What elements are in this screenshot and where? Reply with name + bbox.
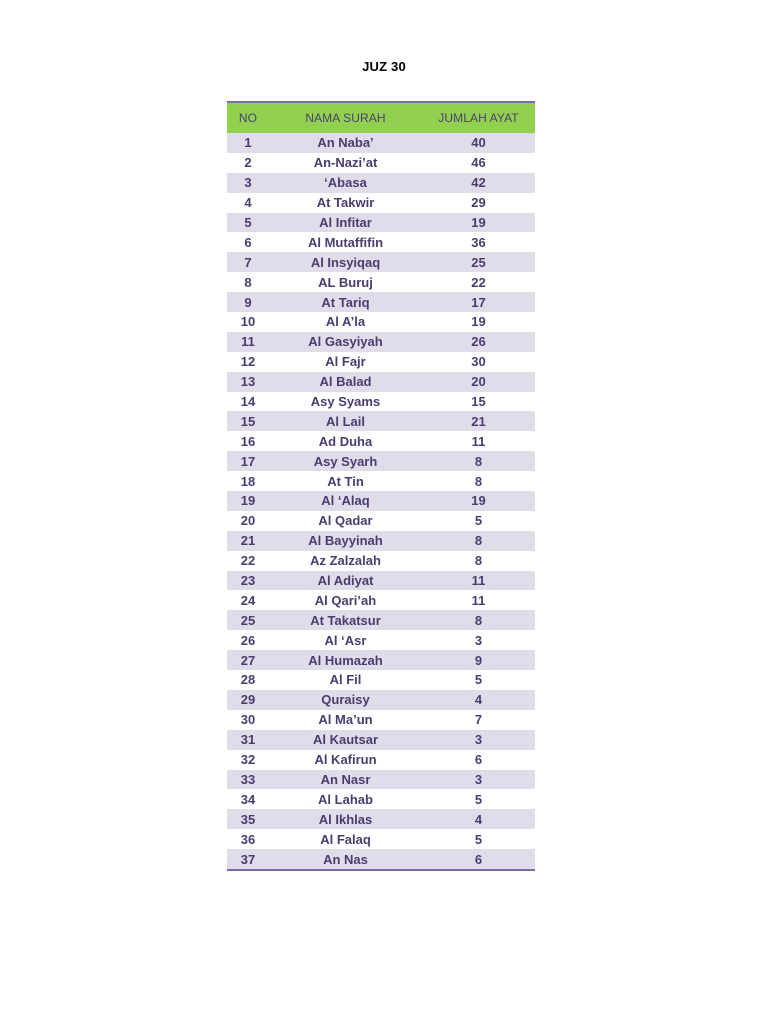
cell-surah-name: Al Bayyinah <box>269 531 422 551</box>
cell-no: 30 <box>227 710 269 730</box>
cell-verse-count: 8 <box>422 551 535 571</box>
cell-no: 23 <box>227 571 269 591</box>
cell-no: 9 <box>227 292 269 312</box>
cell-surah-name: Al Fajr <box>269 352 422 372</box>
table-row <box>227 451 535 471</box>
cell-no: 6 <box>227 232 269 252</box>
cell-no: 26 <box>227 630 269 650</box>
table-row <box>227 153 535 173</box>
cell-verse-count: 19 <box>422 491 535 511</box>
cell-no: 12 <box>227 352 269 372</box>
cell-no: 33 <box>227 770 269 790</box>
cell-verse-count: 30 <box>422 352 535 372</box>
cell-surah-name: Al Ma’un <box>269 710 422 730</box>
cell-surah-name: Asy Syarh <box>269 451 422 471</box>
table-row <box>227 431 535 451</box>
cell-surah-name: An Nasr <box>269 770 422 790</box>
cell-no: 25 <box>227 610 269 630</box>
cell-no: 27 <box>227 650 269 670</box>
cell-surah-name: Al Adiyat <box>269 571 422 591</box>
cell-verse-count: 6 <box>422 750 535 770</box>
cell-surah-name: An-Nazi’at <box>269 153 422 173</box>
cell-surah-name: Al Fil <box>269 670 422 690</box>
cell-surah-name: At Tariq <box>269 292 422 312</box>
cell-no: 22 <box>227 551 269 571</box>
table-row <box>227 392 535 412</box>
cell-verse-count: 8 <box>422 531 535 551</box>
cell-surah-name: Al Qari’ah <box>269 590 422 610</box>
cell-no: 1 <box>227 133 269 153</box>
cell-surah-name: Al Insyiqaq <box>269 252 422 272</box>
table-row <box>227 849 535 870</box>
cell-surah-name: Al A’la <box>269 312 422 332</box>
cell-surah-name: Al Lahab <box>269 789 422 809</box>
cell-surah-name: Al Ikhlas <box>269 809 422 829</box>
surah-table <box>227 101 535 871</box>
cell-verse-count: 19 <box>422 213 535 233</box>
cell-surah-name: Ad Duha <box>269 431 422 451</box>
cell-verse-count: 5 <box>422 511 535 531</box>
column-header-surah-name: NAMA SURAH <box>269 102 422 133</box>
table-row <box>227 730 535 750</box>
cell-surah-name: Al Falaq <box>269 829 422 849</box>
cell-verse-count: 42 <box>422 173 535 193</box>
table-row <box>227 571 535 591</box>
cell-no: 21 <box>227 531 269 551</box>
cell-surah-name: Al Gasyiyah <box>269 332 422 352</box>
cell-no: 18 <box>227 471 269 491</box>
table-row <box>227 789 535 809</box>
cell-verse-count: 11 <box>422 571 535 591</box>
cell-no: 8 <box>227 272 269 292</box>
table-row <box>227 531 535 551</box>
cell-no: 35 <box>227 809 269 829</box>
cell-surah-name: An Nas <box>269 849 422 870</box>
cell-no: 36 <box>227 829 269 849</box>
cell-no: 7 <box>227 252 269 272</box>
cell-surah-name: Al Kafirun <box>269 750 422 770</box>
cell-no: 10 <box>227 312 269 332</box>
table-row <box>227 690 535 710</box>
cell-surah-name: AL Buruj <box>269 272 422 292</box>
table-row <box>227 232 535 252</box>
cell-no: 32 <box>227 750 269 770</box>
cell-surah-name: Al Infitar <box>269 213 422 233</box>
cell-no: 16 <box>227 431 269 451</box>
cell-surah-name: At Takatsur <box>269 610 422 630</box>
cell-verse-count: 22 <box>422 272 535 292</box>
table-row <box>227 809 535 829</box>
table-row <box>227 750 535 770</box>
cell-no: 14 <box>227 392 269 412</box>
cell-verse-count: 21 <box>422 411 535 431</box>
table-row <box>227 133 535 153</box>
table-row <box>227 193 535 213</box>
table-row <box>227 252 535 272</box>
cell-verse-count: 5 <box>422 670 535 690</box>
table-body <box>227 133 535 870</box>
column-header-no: NO <box>227 102 269 133</box>
cell-no: 28 <box>227 670 269 690</box>
cell-surah-name: Al ‘Alaq <box>269 491 422 511</box>
table-row <box>227 411 535 431</box>
cell-surah-name: Al Mutaffifin <box>269 232 422 252</box>
cell-verse-count: 4 <box>422 809 535 829</box>
table-row <box>227 710 535 730</box>
table-row <box>227 312 535 332</box>
cell-no: 37 <box>227 849 269 870</box>
cell-no: 4 <box>227 193 269 213</box>
table-row <box>227 650 535 670</box>
cell-no: 29 <box>227 690 269 710</box>
cell-no: 3 <box>227 173 269 193</box>
table-row <box>227 551 535 571</box>
cell-no: 24 <box>227 590 269 610</box>
table-row <box>227 630 535 650</box>
cell-no: 31 <box>227 730 269 750</box>
cell-verse-count: 9 <box>422 650 535 670</box>
cell-verse-count: 3 <box>422 770 535 790</box>
cell-verse-count: 36 <box>422 232 535 252</box>
table-row <box>227 332 535 352</box>
cell-verse-count: 7 <box>422 710 535 730</box>
table-row <box>227 770 535 790</box>
cell-surah-name: Al Humazah <box>269 650 422 670</box>
cell-verse-count: 17 <box>422 292 535 312</box>
cell-surah-name: Asy Syams <box>269 392 422 412</box>
cell-verse-count: 8 <box>422 610 535 630</box>
cell-verse-count: 29 <box>422 193 535 213</box>
cell-verse-count: 15 <box>422 392 535 412</box>
cell-no: 11 <box>227 332 269 352</box>
cell-surah-name: Al Balad <box>269 372 422 392</box>
table-row <box>227 292 535 312</box>
cell-no: 2 <box>227 153 269 173</box>
cell-no: 19 <box>227 491 269 511</box>
cell-surah-name: Al Lail <box>269 411 422 431</box>
cell-surah-name: Quraisy <box>269 690 422 710</box>
table-row <box>227 610 535 630</box>
cell-surah-name: ‘Abasa <box>269 173 422 193</box>
cell-verse-count: 19 <box>422 312 535 332</box>
cell-verse-count: 5 <box>422 789 535 809</box>
cell-no: 13 <box>227 372 269 392</box>
cell-verse-count: 40 <box>422 133 535 153</box>
table-row <box>227 491 535 511</box>
cell-surah-name: At Takwir <box>269 193 422 213</box>
cell-surah-name: Al ‘Asr <box>269 630 422 650</box>
table-row <box>227 471 535 491</box>
cell-verse-count: 11 <box>422 431 535 451</box>
column-header-verse-count: JUMLAH AYAT <box>422 102 535 133</box>
cell-no: 15 <box>227 411 269 431</box>
cell-verse-count: 3 <box>422 730 535 750</box>
cell-verse-count: 3 <box>422 630 535 650</box>
table-row <box>227 511 535 531</box>
cell-surah-name: Az Zalzalah <box>269 551 422 571</box>
cell-verse-count: 46 <box>422 153 535 173</box>
page-title: JUZ 30 <box>362 59 406 74</box>
cell-no: 20 <box>227 511 269 531</box>
cell-no: 5 <box>227 213 269 233</box>
table-row <box>227 590 535 610</box>
cell-verse-count: 8 <box>422 451 535 471</box>
cell-surah-name: At Tin <box>269 471 422 491</box>
cell-no: 17 <box>227 451 269 471</box>
cell-verse-count: 4 <box>422 690 535 710</box>
table-header-row <box>227 102 535 133</box>
cell-verse-count: 8 <box>422 471 535 491</box>
cell-verse-count: 25 <box>422 252 535 272</box>
cell-verse-count: 5 <box>422 829 535 849</box>
table-row <box>227 372 535 392</box>
cell-surah-name: Al Qadar <box>269 511 422 531</box>
cell-verse-count: 20 <box>422 372 535 392</box>
cell-verse-count: 6 <box>422 849 535 870</box>
table-row <box>227 272 535 292</box>
table-row <box>227 352 535 372</box>
cell-no: 34 <box>227 789 269 809</box>
cell-verse-count: 11 <box>422 590 535 610</box>
table-row <box>227 173 535 193</box>
table-row <box>227 670 535 690</box>
cell-surah-name: An Naba’ <box>269 133 422 153</box>
table-row <box>227 213 535 233</box>
cell-surah-name: Al Kautsar <box>269 730 422 750</box>
cell-verse-count: 26 <box>422 332 535 352</box>
table-row <box>227 829 535 849</box>
